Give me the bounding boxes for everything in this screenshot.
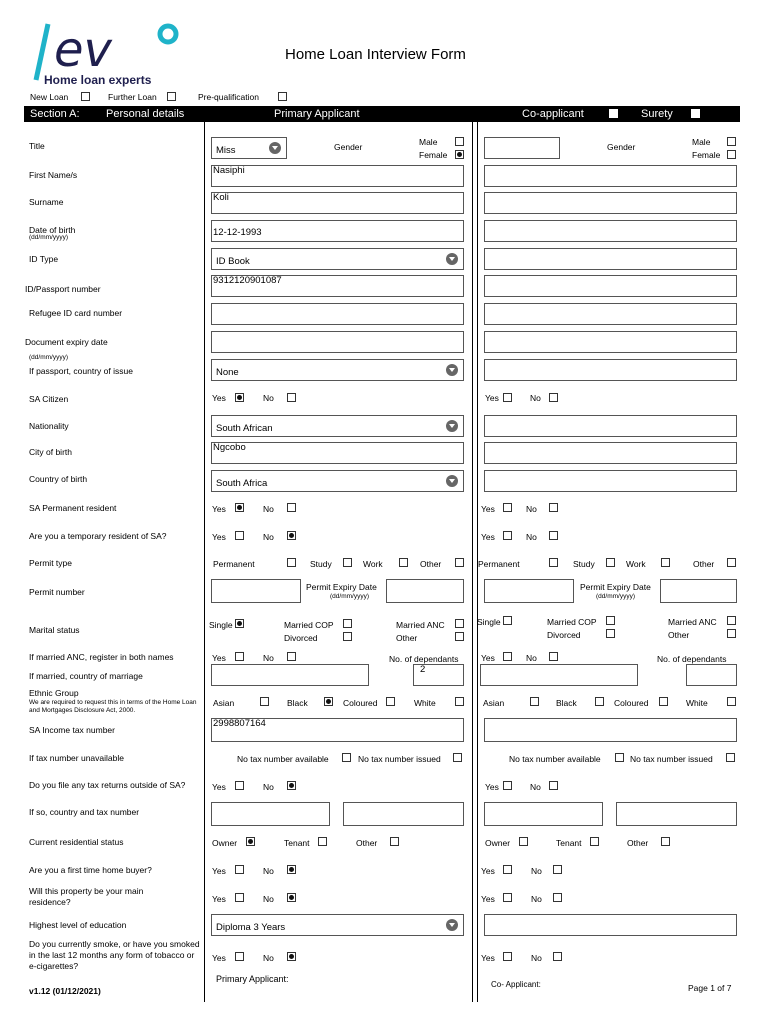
primary-tax-number-input[interactable] bbox=[211, 718, 464, 742]
primary-owner-checkbox[interactable] bbox=[246, 837, 255, 846]
co-perm-yes-checkbox[interactable] bbox=[503, 503, 512, 512]
label-doc-expiry-format: (dd/mm/yyyy) bbox=[29, 354, 68, 361]
co-work-label: Work bbox=[626, 559, 646, 569]
co-married-anc-checkbox[interactable] bbox=[727, 616, 736, 625]
label-marital: Marital status bbox=[29, 625, 80, 635]
co-other-checkbox[interactable] bbox=[727, 558, 736, 567]
co-tax-number-input[interactable] bbox=[484, 718, 737, 742]
primary-marital-other-checkbox[interactable] bbox=[455, 632, 464, 641]
co-male-label: Male bbox=[692, 137, 711, 147]
label-surname: Surname bbox=[29, 197, 64, 207]
primary-main-res-yes-checkbox[interactable] bbox=[235, 893, 244, 902]
co-divorced-label: Divorced bbox=[547, 630, 581, 640]
primary-first-home-no-checkbox[interactable] bbox=[287, 865, 296, 874]
label-tax-country: If so, country and tax number bbox=[29, 807, 140, 817]
primary-education-value: Diploma 3 Years bbox=[216, 922, 286, 933]
co-marital-other-label: Other bbox=[668, 630, 690, 640]
primary-tax-number-value: 2998807164 bbox=[213, 718, 266, 729]
chevron-down-icon bbox=[446, 253, 458, 265]
co-white-label: White bbox=[686, 698, 708, 708]
primary-marriage-country-input[interactable] bbox=[211, 664, 369, 686]
label-tax-outside: Do you file any tax returns outside of SA? bbox=[29, 780, 186, 790]
co-smoke-no-checkbox[interactable] bbox=[553, 952, 562, 961]
section-label: Section A: bbox=[30, 108, 80, 120]
label-id-number: ID/Passport number bbox=[25, 284, 101, 294]
loan-type-further-label: Further Loan bbox=[108, 92, 157, 102]
form-title: Home Loan Interview Form bbox=[285, 46, 466, 63]
primary-education-select[interactable] bbox=[211, 914, 464, 936]
co-country-birth-input[interactable] bbox=[484, 470, 737, 492]
co-applicant-label: Co-applicant bbox=[522, 108, 584, 120]
co-main-res-no-checkbox[interactable] bbox=[553, 893, 562, 902]
primary-black-label: Black bbox=[287, 698, 308, 708]
primary-dependants-input[interactable] bbox=[413, 664, 464, 686]
co-nationality-input[interactable] bbox=[484, 415, 737, 437]
primary-male-label: Male bbox=[419, 137, 438, 147]
primary-permit-number-input[interactable] bbox=[211, 579, 301, 603]
primary-tenant-checkbox[interactable] bbox=[318, 837, 327, 846]
co-no-tax-checkbox[interactable] bbox=[615, 753, 624, 762]
primary-married-anc-checkbox[interactable] bbox=[455, 619, 464, 628]
co-applicant-checkbox[interactable] bbox=[609, 109, 618, 118]
co-main-res-no-label: No bbox=[531, 894, 542, 904]
label-first-name: First Name/s bbox=[29, 170, 78, 180]
primary-asian-label: Asian bbox=[213, 698, 235, 708]
label-marriage-country: If married, country of marriage bbox=[29, 671, 143, 681]
co-id-number-input[interactable] bbox=[484, 275, 737, 297]
label-anc-register: If married ANC, register in both names bbox=[29, 652, 174, 662]
primary-anc-yes-label: Yes bbox=[212, 653, 226, 663]
chevron-down-icon bbox=[446, 919, 458, 931]
primary-white-checkbox[interactable] bbox=[455, 697, 464, 706]
further-loan-checkbox[interactable] bbox=[167, 92, 176, 101]
co-main-res-yes-label: Yes bbox=[481, 894, 495, 904]
primary-smoke-yes-checkbox[interactable] bbox=[235, 952, 244, 961]
co-perm-no-checkbox[interactable] bbox=[549, 503, 558, 512]
co-other-label: Other bbox=[693, 559, 715, 569]
primary-country-birth-value: South Africa bbox=[216, 478, 268, 489]
co-study-checkbox[interactable] bbox=[606, 558, 615, 567]
co-married-anc-label: Married ANC bbox=[668, 617, 717, 627]
co-asian-checkbox[interactable] bbox=[530, 697, 539, 706]
co-anc-yes-checkbox[interactable] bbox=[503, 652, 512, 661]
primary-black-checkbox[interactable] bbox=[324, 697, 333, 706]
primary-tax-country-input[interactable] bbox=[211, 802, 330, 826]
co-surname-input[interactable] bbox=[484, 192, 737, 214]
primary-study-label: Study bbox=[310, 559, 332, 569]
co-smoke-yes-label: Yes bbox=[481, 953, 495, 963]
co-divorced-checkbox[interactable] bbox=[606, 629, 615, 638]
primary-citizen-no-label: No bbox=[263, 393, 274, 403]
primary-res-other-checkbox[interactable] bbox=[390, 837, 399, 846]
primary-passport-country-value: None bbox=[216, 367, 239, 378]
primary-permanent-checkbox[interactable] bbox=[287, 558, 296, 567]
primary-study-checkbox[interactable] bbox=[343, 558, 352, 567]
co-permanent-label: Permanent bbox=[478, 559, 520, 569]
co-signature-label: Co- Applicant: bbox=[491, 980, 541, 989]
co-perm-yes-label: Yes bbox=[481, 504, 495, 514]
label-doc-expiry: Document expiry date bbox=[25, 337, 108, 347]
primary-column-border-right bbox=[472, 122, 473, 1002]
co-tax-outside-yes-checkbox[interactable] bbox=[503, 781, 512, 790]
label-temp-res: Are you a temporary resident of SA? bbox=[29, 531, 167, 541]
primary-single-label: Single bbox=[209, 620, 233, 630]
co-work-checkbox[interactable] bbox=[661, 558, 670, 567]
co-dependants-input[interactable] bbox=[686, 664, 737, 686]
primary-tax-outside-no-label: No bbox=[263, 782, 274, 792]
primary-id-type-value: ID Book bbox=[216, 256, 250, 267]
primary-main-res-yes-label: Yes bbox=[212, 894, 226, 904]
primary-perm-no-label: No bbox=[263, 504, 274, 514]
primary-tax-outside-yes-label: Yes bbox=[212, 782, 226, 792]
primary-coloured-label: Coloured bbox=[343, 698, 378, 708]
primary-doc-expiry-input[interactable] bbox=[211, 331, 464, 353]
chevron-down-icon bbox=[269, 142, 281, 154]
label-smoke: Do you currently smoke, or have you smoked in the last 12 months any form of tobacco or e-cigarettes? bbox=[29, 939, 200, 971]
co-married-cop-label: Married COP bbox=[547, 617, 597, 627]
primary-first-home-yes-checkbox[interactable] bbox=[235, 865, 244, 874]
primary-anc-yes-checkbox[interactable] bbox=[235, 652, 244, 661]
primary-permit-expiry-input[interactable] bbox=[386, 579, 464, 603]
primary-owner-label: Owner bbox=[212, 838, 238, 848]
primary-smoke-no-label: No bbox=[263, 953, 274, 963]
primary-permit-expiry-label: Permit Expiry Date bbox=[306, 582, 377, 592]
co-owner-label: Owner bbox=[485, 838, 511, 848]
personal-details-label: Personal details bbox=[106, 108, 185, 120]
co-tenant-label: Tenant bbox=[556, 838, 582, 848]
primary-gender-label: Gender bbox=[334, 142, 363, 152]
label-city-birth: City of birth bbox=[29, 447, 72, 457]
co-permit-expiry-label: Permit Expiry Date bbox=[580, 582, 651, 592]
primary-dob-value: 12-12-1993 bbox=[213, 227, 262, 238]
primary-passport-country-select[interactable] bbox=[211, 359, 464, 381]
primary-single-checkbox[interactable] bbox=[235, 619, 244, 628]
primary-dependants-label: No. of dependants bbox=[389, 654, 459, 664]
primary-no-tax-checkbox[interactable] bbox=[342, 753, 351, 762]
co-black-checkbox[interactable] bbox=[595, 697, 604, 706]
primary-asian-checkbox[interactable] bbox=[260, 697, 269, 706]
label-country-birth: Country of birth bbox=[29, 474, 88, 484]
label-sa-perm: SA Permanent resident bbox=[29, 503, 117, 513]
primary-tax-outside-yes-checkbox[interactable] bbox=[235, 781, 244, 790]
primary-title-value: Miss bbox=[216, 145, 236, 156]
label-ethnic-note: We are required to request this in terms of the Home Loan and Mortgages Disclosure Act, 2000. bbox=[29, 699, 197, 714]
primary-tenant-label: Tenant bbox=[284, 838, 310, 848]
label-dob-format: (dd/mm/yyyy) bbox=[29, 234, 68, 241]
primary-id-number-value: 9312120901087 bbox=[213, 275, 282, 286]
primary-married-cop-label: Married COP bbox=[284, 620, 334, 630]
co-foreign-tax-number-input[interactable] bbox=[616, 802, 737, 826]
primary-divorced-checkbox[interactable] bbox=[343, 632, 352, 641]
primary-main-res-no-label: No bbox=[263, 894, 274, 904]
co-permit-expiry-input[interactable] bbox=[660, 579, 737, 603]
primary-nationality-value: South African bbox=[216, 423, 273, 434]
co-citizen-yes-label: Yes bbox=[485, 393, 499, 403]
co-study-label: Study bbox=[573, 559, 595, 569]
co-education-input[interactable] bbox=[484, 914, 737, 936]
co-smoke-no-label: No bbox=[531, 953, 542, 963]
co-doc-expiry-input[interactable] bbox=[484, 331, 737, 353]
primary-first-home-yes-label: Yes bbox=[212, 866, 226, 876]
co-married-cop-checkbox[interactable] bbox=[606, 616, 615, 625]
primary-first-home-no-label: No bbox=[263, 866, 274, 876]
footer-page: Page 1 of 7 bbox=[688, 983, 732, 993]
primary-applicant-label: Primary Applicant bbox=[274, 108, 360, 120]
co-first-name-input[interactable] bbox=[484, 165, 737, 187]
primary-married-cop-checkbox[interactable] bbox=[343, 619, 352, 628]
label-residential: Current residential status bbox=[29, 837, 124, 847]
co-refugee-input[interactable] bbox=[484, 303, 737, 325]
primary-work-label: Work bbox=[363, 559, 383, 569]
label-main-res: Will this property be your main residence? bbox=[29, 886, 144, 907]
primary-refugee-input[interactable] bbox=[211, 303, 464, 325]
primary-other-label: Other bbox=[420, 559, 442, 569]
co-citizen-yes-checkbox[interactable] bbox=[503, 393, 512, 402]
primary-citizen-no-checkbox[interactable] bbox=[287, 393, 296, 402]
co-gender-label: Gender bbox=[607, 142, 636, 152]
chevron-down-icon bbox=[446, 475, 458, 487]
label-permit-number: Permit number bbox=[29, 587, 85, 597]
primary-temp-no-checkbox[interactable] bbox=[287, 531, 296, 540]
co-single-label: Single bbox=[477, 617, 501, 627]
primary-female-label: Female bbox=[419, 150, 448, 160]
primary-tax-outside-no-checkbox[interactable] bbox=[287, 781, 296, 790]
primary-id-number-input[interactable] bbox=[211, 275, 464, 297]
prequal-checkbox[interactable] bbox=[278, 92, 287, 101]
co-res-other-label: Other bbox=[627, 838, 649, 848]
co-smoke-yes-checkbox[interactable] bbox=[503, 952, 512, 961]
label-refugee: Refugee ID card number bbox=[29, 308, 123, 318]
primary-temp-no-label: No bbox=[263, 532, 274, 542]
co-anc-no-checkbox[interactable] bbox=[549, 652, 558, 661]
co-dependants-label: No. of dependants bbox=[657, 654, 727, 664]
label-tax-number: SA Income tax number bbox=[29, 725, 115, 735]
primary-anc-no-checkbox[interactable] bbox=[287, 652, 296, 661]
primary-column-border-left bbox=[204, 122, 205, 1002]
loan-type-new-label: New Loan bbox=[30, 92, 69, 102]
label-tax-unavail: If tax number unavailable bbox=[29, 753, 124, 763]
co-tax-outside-yes-label: Yes bbox=[485, 782, 499, 792]
co-dob-input[interactable] bbox=[484, 220, 737, 242]
label-education: Highest level of education bbox=[29, 920, 127, 930]
new-loan-checkbox[interactable] bbox=[81, 92, 90, 101]
co-permanent-checkbox[interactable] bbox=[549, 558, 558, 567]
primary-nationality-select[interactable] bbox=[211, 415, 464, 437]
primary-temp-yes-label: Yes bbox=[212, 532, 226, 542]
co-tax-outside-no-label: No bbox=[530, 782, 541, 792]
primary-surname-input[interactable] bbox=[211, 192, 464, 214]
primary-permanent-label: Permanent bbox=[213, 559, 255, 569]
primary-perm-yes-checkbox[interactable] bbox=[235, 503, 244, 512]
primary-smoke-yes-label: Yes bbox=[212, 953, 226, 963]
label-dob: Date of birth bbox=[29, 225, 76, 235]
primary-city-birth-value: Ngcobo bbox=[213, 442, 246, 453]
co-main-res-yes-checkbox[interactable] bbox=[503, 893, 512, 902]
co-title-input[interactable] bbox=[484, 137, 560, 159]
primary-married-anc-label: Married ANC bbox=[396, 620, 445, 630]
primary-dob-input[interactable] bbox=[211, 220, 464, 242]
co-perm-no-label: No bbox=[526, 504, 537, 514]
chevron-down-icon bbox=[446, 364, 458, 376]
co-no-tax-label: No tax number available bbox=[509, 754, 601, 764]
svg-text:ev: ev bbox=[54, 22, 112, 78]
co-female-checkbox[interactable] bbox=[727, 150, 736, 159]
primary-marital-other-label: Other bbox=[396, 633, 418, 643]
primary-main-res-no-checkbox[interactable] bbox=[287, 893, 296, 902]
label-nationality: Nationality bbox=[29, 421, 69, 431]
primary-female-checkbox[interactable] bbox=[455, 150, 464, 159]
primary-perm-no-checkbox[interactable] bbox=[287, 503, 296, 512]
co-male-checkbox[interactable] bbox=[727, 137, 736, 146]
primary-citizen-yes-checkbox[interactable] bbox=[235, 393, 244, 402]
co-temp-yes-label: Yes bbox=[481, 532, 495, 542]
co-female-label: Female bbox=[692, 150, 721, 160]
chevron-down-icon bbox=[446, 420, 458, 432]
label-ethnic: Ethnic Group bbox=[29, 688, 79, 698]
co-white-checkbox[interactable] bbox=[727, 697, 736, 706]
primary-smoke-no-checkbox[interactable] bbox=[287, 952, 296, 961]
primary-male-checkbox[interactable] bbox=[455, 137, 464, 146]
co-first-home-no-label: No bbox=[531, 866, 542, 876]
loan-type-prequal-label: Pre-qualification bbox=[198, 92, 259, 102]
co-id-type-input[interactable] bbox=[484, 248, 737, 270]
primary-no-tax-issued-checkbox[interactable] bbox=[453, 753, 462, 762]
co-anc-yes-label: Yes bbox=[481, 653, 495, 663]
primary-white-label: White bbox=[414, 698, 436, 708]
co-passport-country-input[interactable] bbox=[484, 359, 737, 381]
primary-divorced-label: Divorced bbox=[284, 633, 318, 643]
co-no-tax-issued-checkbox[interactable] bbox=[726, 753, 735, 762]
primary-foreign-tax-number-input[interactable] bbox=[343, 802, 464, 826]
co-temp-no-label: No bbox=[526, 532, 537, 542]
primary-surname-value: Koli bbox=[213, 192, 229, 203]
primary-coloured-checkbox[interactable] bbox=[386, 697, 395, 706]
co-coloured-label: Coloured bbox=[614, 698, 649, 708]
primary-city-birth-input[interactable] bbox=[211, 442, 464, 464]
co-res-other-checkbox[interactable] bbox=[661, 837, 670, 846]
co-black-label: Black bbox=[556, 698, 577, 708]
primary-res-other-label: Other bbox=[356, 838, 378, 848]
surety-label: Surety bbox=[641, 108, 673, 120]
primary-dependants-value: 2 bbox=[420, 664, 426, 675]
primary-no-tax-issued-label: No tax number issued bbox=[358, 754, 441, 764]
primary-country-birth-select[interactable] bbox=[211, 470, 464, 492]
label-first-home: Are you a first time home buyer? bbox=[29, 865, 152, 875]
label-permit-type: Permit type bbox=[29, 558, 72, 568]
logo-tagline: Home loan experts bbox=[44, 73, 152, 87]
section-header bbox=[24, 106, 740, 122]
primary-no-tax-label: No tax number available bbox=[237, 754, 329, 764]
primary-temp-yes-checkbox[interactable] bbox=[235, 531, 244, 540]
primary-id-type-select[interactable] bbox=[211, 248, 464, 270]
footer-version: v1.12 (01/12/2021) bbox=[29, 986, 101, 996]
primary-title-select[interactable] bbox=[211, 137, 287, 159]
primary-citizen-yes-label: Yes bbox=[212, 393, 226, 403]
co-first-home-yes-label: Yes bbox=[481, 866, 495, 876]
co-marriage-country-input[interactable] bbox=[480, 664, 638, 686]
co-tax-country-input[interactable] bbox=[484, 802, 603, 826]
primary-signature-label: Primary Applicant: bbox=[216, 974, 289, 984]
co-no-tax-issued-label: No tax number issued bbox=[630, 754, 713, 764]
co-single-checkbox[interactable] bbox=[503, 616, 512, 625]
primary-work-checkbox[interactable] bbox=[399, 558, 408, 567]
co-permit-expiry-format: (dd/mm/yyyy) bbox=[596, 593, 635, 600]
label-passport-country: If passport, country of issue bbox=[29, 366, 133, 376]
co-anc-no-label: No bbox=[526, 653, 537, 663]
primary-perm-yes-label: Yes bbox=[212, 504, 226, 514]
primary-other-checkbox[interactable] bbox=[455, 558, 464, 567]
co-tax-outside-no-checkbox[interactable] bbox=[549, 781, 558, 790]
co-tenant-checkbox[interactable] bbox=[590, 837, 599, 846]
primary-anc-no-label: No bbox=[263, 653, 274, 663]
co-asian-label: Asian bbox=[483, 698, 505, 708]
co-owner-checkbox[interactable] bbox=[519, 837, 528, 846]
co-first-home-yes-checkbox[interactable] bbox=[503, 865, 512, 874]
label-id-type: ID Type bbox=[29, 254, 59, 264]
co-coloured-checkbox[interactable] bbox=[659, 697, 668, 706]
co-citizen-no-label: No bbox=[530, 393, 541, 403]
co-first-home-no-checkbox[interactable] bbox=[553, 865, 562, 874]
co-temp-yes-checkbox[interactable] bbox=[503, 531, 512, 540]
primary-first-name-input[interactable] bbox=[211, 165, 464, 187]
label-title: Title bbox=[29, 141, 45, 151]
co-citizen-no-checkbox[interactable] bbox=[549, 393, 558, 402]
primary-first-name-value: Nasiphi bbox=[213, 165, 245, 176]
label-sa-citizen: SA Citizen bbox=[29, 394, 69, 404]
co-city-birth-input[interactable] bbox=[484, 442, 737, 464]
co-permit-number-input[interactable] bbox=[484, 579, 574, 603]
co-temp-no-checkbox[interactable] bbox=[549, 531, 558, 540]
primary-permit-expiry-format: (dd/mm/yyyy) bbox=[330, 593, 369, 600]
co-marital-other-checkbox[interactable] bbox=[727, 629, 736, 638]
surety-checkbox[interactable] bbox=[691, 109, 700, 118]
